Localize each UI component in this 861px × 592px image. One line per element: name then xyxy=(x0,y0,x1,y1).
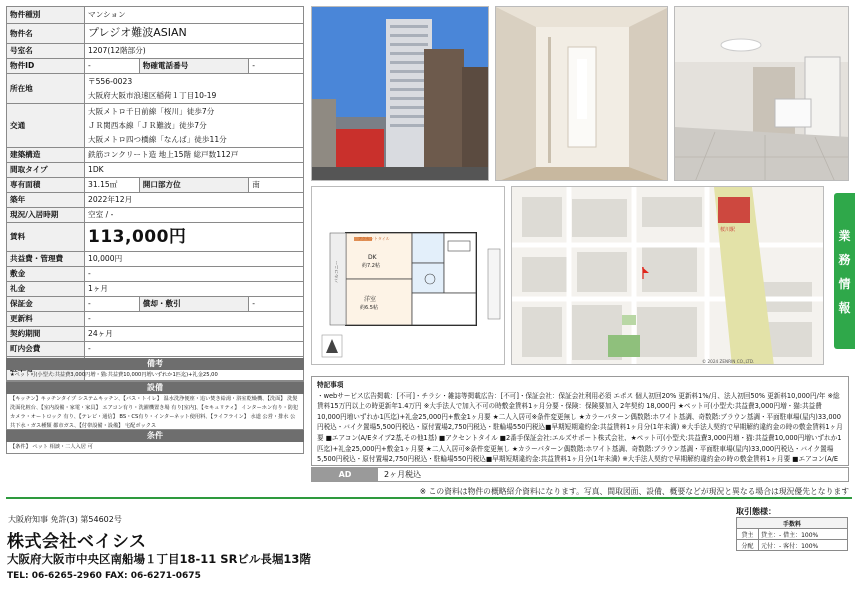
tab-char: 情 xyxy=(838,276,851,291)
accent-tile-label: アクセントタイル xyxy=(358,236,390,241)
status-value: 空室 / - xyxy=(85,208,304,223)
dk-label: DK xyxy=(368,254,377,261)
fee-row-value: 貸主：- 借主：100% xyxy=(759,529,848,540)
opening-value: 南 xyxy=(249,178,304,193)
hosho-label: 保証金 xyxy=(7,297,85,312)
bedroom-label: 洋室 xyxy=(364,296,377,303)
license-number: 大阪府知事 免許(3) 第54602号 xyxy=(8,515,122,524)
equipment-header: 設備 xyxy=(6,382,304,394)
transit-line: 大阪メトロ四つ橋線「なんば」徒歩11分 xyxy=(88,134,227,144)
company-address: 大阪府大阪市中央区南船場１丁目18-11 SRビル長堀13階 xyxy=(7,552,311,566)
shokyaku-value: - xyxy=(249,297,304,312)
renewal-value: - xyxy=(85,312,304,327)
id-label: 物件ID xyxy=(7,59,85,74)
balcony-label: バルコニー xyxy=(335,260,340,283)
term-value: 24ヶ月 xyxy=(85,327,304,342)
layout-label: 間取タイプ xyxy=(7,163,85,178)
address-value: 大阪府大阪市浪速区稲荷１丁目10-19 xyxy=(88,90,217,100)
tab-char: 報 xyxy=(838,300,851,315)
equipment-body: 【キッチン】キッチンタイプ システムキッチン、【バス・トイレ】 温水洗浄便座・追い焚き給湯・浴室乾燥機、【洗面】 洗髪洗面化粧台、【室内設備・家電・家具】 エアコン有り・洗濯機置き場 有り[室内]、【セキュリティ】 インターホン有り・防犯カメラ・オートロック 有り、【テレビ・通信】 BS・CS有り・インターネット使用料、【ライフライン】 水道 公営・排水 公共下水・ガス種類 都市ガス、【付帯設備・設備】 宅配ボックス xyxy=(6,394,304,430)
area-label: 専有面積 xyxy=(7,178,85,193)
ad-value: 2ヶ月税込 xyxy=(384,470,422,479)
conditions-body: 【条件】 ペット 相談・二人入居 可 xyxy=(6,442,304,454)
hallway-photo xyxy=(495,6,668,181)
ad-row xyxy=(311,467,849,482)
station-label: 桜川駅 xyxy=(720,227,736,233)
remarks-body: ★ペット可(小型犬:共益費3,000円増・猫:共益費10,000円増いずれか1匹迄)+礼金25,00 xyxy=(6,370,304,382)
deposit-value: - xyxy=(85,267,304,282)
fee-table xyxy=(736,517,848,551)
tab-char: 務 xyxy=(838,252,851,267)
renewal-label: 更新料 xyxy=(7,312,85,327)
fee-title: 手数料 xyxy=(737,518,848,529)
built-value: 2022年12月 xyxy=(85,193,304,208)
fee-row-value: 元付：- 客付：100% xyxy=(759,540,848,551)
transit-cell xyxy=(85,104,304,148)
type-label: 物件種別 xyxy=(7,7,85,24)
structure-label: 建築構造 xyxy=(7,148,85,163)
property-spec-table xyxy=(6,6,304,381)
postal-code: 〒556-0023 xyxy=(88,76,133,86)
address-cell xyxy=(85,74,304,104)
transit-line: ＪＲ関西本線「ＪＲ難波」徒歩7分 xyxy=(88,120,207,130)
divider xyxy=(6,497,852,499)
transaction-type-label: 取引態様： xyxy=(736,507,776,516)
structure-value: 鉄筋コンクリート造 地上15階 総戸数112戸 xyxy=(85,148,304,163)
map-copyright: © 2024 ZENRIN CO.,LTD. xyxy=(702,359,755,364)
special-notes xyxy=(311,376,849,466)
location-map xyxy=(511,186,824,365)
rent-label: 賃料 xyxy=(7,223,85,252)
transit-line: 大阪メトロ千日前線「桜川」徒歩7分 xyxy=(88,106,215,116)
floor-plan xyxy=(311,186,505,365)
room-value: 1207(12階部分) xyxy=(85,44,304,59)
notes-text: ・webサービス広告掲載：[不可]・チラシ・雑誌等掲載広告：[不可]・保証会社：保証会社利用必須 エポス 個人初回20% 更新料1%/月、法人初回50% 更新料10,000円/年 ※総賃料15万円以上の時更新年1.4万円 ※大手法人で加入不可の時敷金賃料1ヶ月分要・保険：保険要加入 2年契約 18,000円 ★ペット可(小型犬:共益費3,000円増・猫:共益費10,000円増いずれか1匹迄)+礼金25,000円+敷金1ヶ月要 ★二人入居可※条件変更無し ★カラーパターン偶数階:ホワイト基調、奇数階:ブラウン基調・平面駐車場(屋内)33,000円税込・バイク置場5,500円税込・原付置場2,750円税込・駐輪場550円税込■早期短期違約金:共益賃料1ヶ月分(1年未満) ※大手法人契約で早期解約違約金の時の敷金賃料1ヶ月要 ■エアコン(A/Eタイプ2基,その他1基) ■アクセントタイル ■2番手保証会社:エルズサポート株式会社、★ペット可(小型犬:共益費3,000円増・猫:共益費10,000円増いずれか1匹迄)+礼金25,000円+敷金1ヶ月要 ★二人入居可※条件変更無し ★カラーパターン偶数階:ホワイト基調、奇数階:ブラウン基調・平面駐車場(屋内)33,000円税込・バイク置場5,500円税込・原付置場2,750円税込・駐輪場550円税込■早期短期違約金:共益賃料1ヶ月分(1年未満) ※大手法人契約で早期解約違約金の時の敷金賃料1ヶ月要 ■エアコン(A/E xyxy=(317,391,843,464)
type-value: マンション xyxy=(85,7,304,24)
remarks-header: 備考 xyxy=(6,358,304,370)
address-label: 所在地 xyxy=(7,74,85,104)
company-phone: TEL: 06-6265-2960 FAX: 06-6271-0675 xyxy=(7,571,201,581)
property-name: プレジオ難波ASIAN xyxy=(85,24,304,44)
key-money-value: 1ヶ月 xyxy=(85,282,304,297)
built-label: 築年 xyxy=(7,193,85,208)
term-label: 契約期間 xyxy=(7,327,85,342)
company-name: 株式会社ベイシス xyxy=(7,532,147,552)
ad-label: AD xyxy=(312,468,378,481)
town-fee-label: 町内会費 xyxy=(7,342,85,357)
transit-label: 交通 xyxy=(7,104,85,148)
rent-value: 113,000円 xyxy=(85,223,304,252)
fee-row-label: 分配 xyxy=(737,540,759,551)
dk-size: 約7.2帖 xyxy=(362,263,380,269)
status-label: 現況/入居時期 xyxy=(7,208,85,223)
key-money-label: 礼金 xyxy=(7,282,85,297)
bedroom-size: 約6.5帖 xyxy=(360,305,378,311)
fee-row-label: 貸主 xyxy=(737,529,759,540)
town-fee-value: - xyxy=(85,342,304,357)
phone-label: 物確電話番号 xyxy=(139,59,249,74)
name-label: 物件名 xyxy=(7,24,85,44)
id-value: - xyxy=(85,59,140,74)
business-info-tab[interactable] xyxy=(834,193,855,349)
hosho-value: - xyxy=(85,297,140,312)
deposit-label: 敷金 xyxy=(7,267,85,282)
mgmt-label: 共益費・管理費 xyxy=(7,252,85,267)
opening-label: 開口部方位 xyxy=(139,178,249,193)
area-value: 31.15㎡ xyxy=(85,178,140,193)
phone-value: - xyxy=(249,59,304,74)
living-room-photo xyxy=(674,6,849,181)
disclaimer-text: ※ この資料は物件の概略紹介資料になります。写真、間取図面、設備、概要などが現況と異なる場合は現況優先となります xyxy=(419,487,849,496)
notes-heading: 特記事項 xyxy=(317,381,344,389)
tab-char: 業 xyxy=(838,228,851,243)
shokyaku-label: 償却・敷引 xyxy=(139,297,249,312)
conditions-header: 条件 xyxy=(6,430,304,442)
layout-value: 1DK xyxy=(85,163,304,178)
building-exterior-photo xyxy=(311,6,489,181)
mgmt-value: 10,000円 xyxy=(85,252,304,267)
room-label: 号室名 xyxy=(7,44,85,59)
